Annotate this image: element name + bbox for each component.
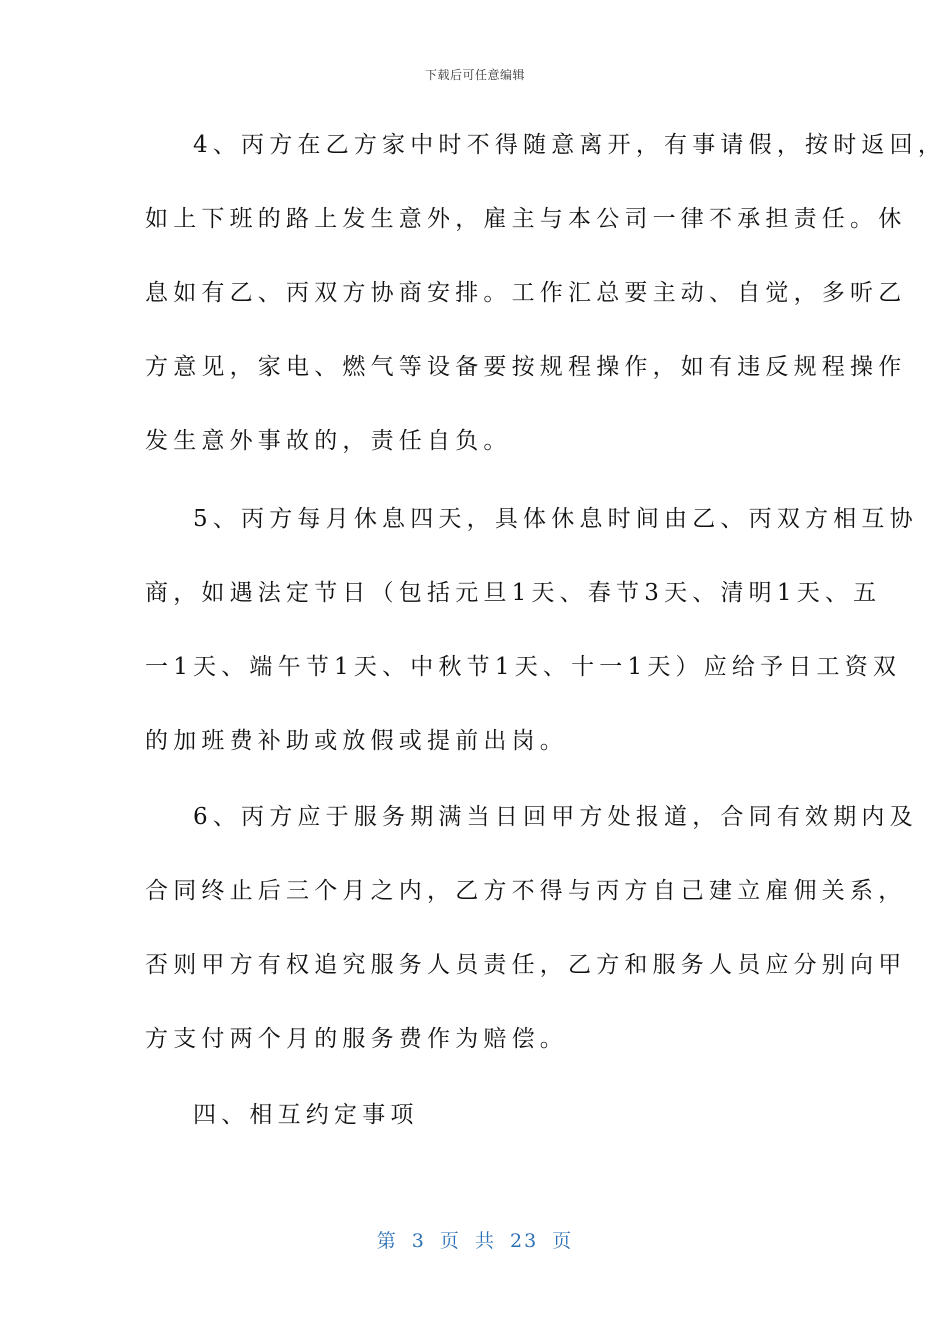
paragraph-6-line-3: 否则甲方有权追究服务人员责任，乙方和服务人员应分别向甲: [145, 952, 907, 978]
header-edit-note: 下载后可任意编辑: [424, 68, 525, 82]
section-heading: 四、相互约定事项: [193, 1102, 419, 1128]
paragraph-5-line-4: 的加班费补助或放假或提前出岗。: [145, 728, 568, 754]
paragraph-4-line-4: 方意见，家电、燃气等设备要按规程操作，如有违反规程操作: [145, 354, 907, 380]
paragraph-5-line-1: 5、丙方每月休息四天，具体休息时间由乙、丙双方相互协: [193, 506, 918, 532]
page-number: 第 3 页 共 23 页: [376, 1230, 574, 1252]
paragraph-4-line-2: 如上下班的路上发生意外，雇主与本公司一律不承担责任。休: [145, 206, 907, 232]
paragraph-4-line-1: 4、丙方在乙方家中时不得随意离开，有事请假，按时返回，: [193, 132, 947, 158]
paragraph-5-line-3: 一1天、端午节1天、中秋节1天、十一1天）应给予日工资双: [145, 654, 902, 680]
paragraph-4-line-5: 发生意外事故的，责任自负。: [145, 428, 512, 454]
paragraph-6-line-2: 合同终止后三个月之内，乙方不得与丙方自己建立雇佣关系，: [145, 878, 907, 904]
paragraph-6-line-4: 方支付两个月的服务费作为赔偿。: [145, 1026, 568, 1052]
paragraph-4-line-3: 息如有乙、丙双方协商安排。工作汇总要主动、自觉，多听乙: [145, 280, 907, 306]
paragraph-5-line-2: 商，如遇法定节日（包括元旦1天、春节3天、清明1天、五: [145, 580, 882, 606]
paragraph-6-line-1: 6、丙方应于服务期满当日回甲方处报道，合同有效期内及: [193, 804, 918, 830]
